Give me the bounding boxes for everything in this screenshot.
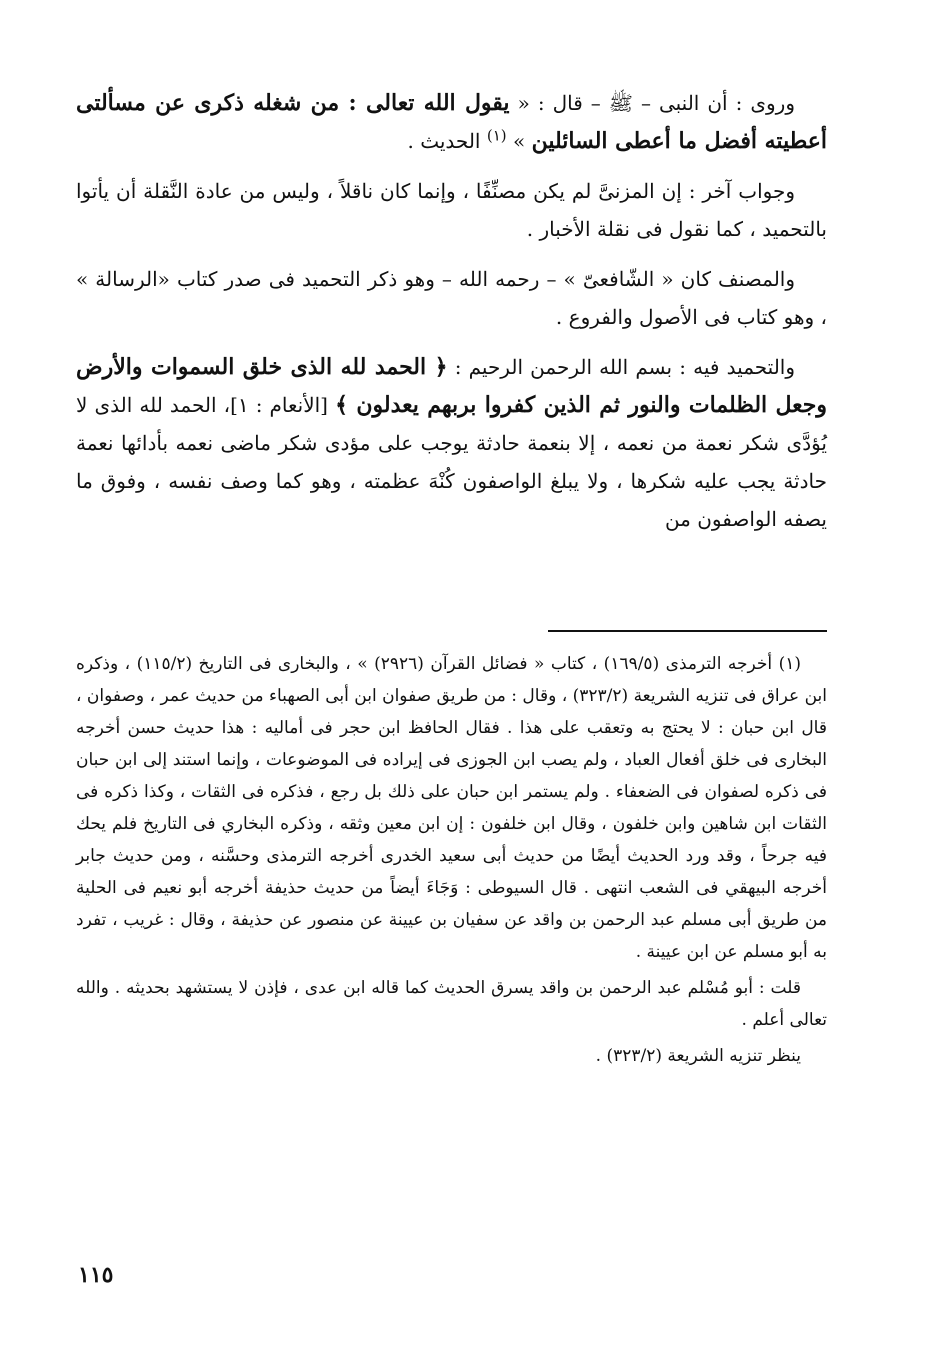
main-text xyxy=(76,84,827,550)
footnote-divider xyxy=(548,630,827,632)
tahmid-lead: والتحميد فيه : بسم الله الرحمن الرحيم : xyxy=(454,355,796,379)
hadith-quote: يقول الله تعالى : من شغله ذكرى عن مسألتى أعطيته أفضل ما أعطى السائلين xyxy=(76,90,827,154)
paragraph-tahmid xyxy=(76,348,827,538)
hadith-tail: الحديث . xyxy=(407,129,481,153)
paragraph-author: والمصنف كان « الشّافعىّ » – رحمه الله – وهو ذكر التحميد فى صدر كتاب «الرسالة » ، وهو كتاب فى الأصول والفروع . xyxy=(76,267,827,329)
paragraph-hadith xyxy=(76,84,827,160)
footnotes xyxy=(76,648,827,1076)
footnote-1: (١) أخرجه الترمذى (١٦٩/٥) ، كتاب « فضائل القرآن (٢٩٢٦) » ، والبخارى فى التاريخ (١١٥/٢) ، وذكره ابن عراق فى تنزيه الشريعة (٣٢٣/٢) ، وقال : من طريق صفوان ابن أبى الصهباء من حديث عمر ، وصفوان ، قال ابن حبان : لا يحتج به وتعقب على هذا . فقال الحافظ ابن حجر فى أماليه : هذا حديث حسن أخرجه البخارى فى خلق أفعال العباد ، ولم يصب ابن الجوزى فى إيراده فى الموضوعات ، وإنما استند إلى ابن حبان فى ذكره لصفوان فى الضعفاء . ولم يستمر ابن حبان على ذلك بل رجع ، فذكره فى الثقات ، وكذا ذكره فى الثقات ابن شاهين وابن خلفون ، وقال ابن خلفون : إن ابن معين وثقه ، وذكره البخاري فى التاريخ فلم يحك فيه جرحاً ، وقد ورد الحديث أيضًا من حديث أبى سعيد الخدرى أخرجه الترمذى وحسَّنه ، ومن حديث جابر أخرجه البيهقي فى الشعب انتهى . قال السيوطى : وَجَاءَ أيضاً من حديث حذيفة أخرجه أبو نعيم فى الحلية من طريق أبى مسلم عبد الرحمن بن واقد عن سفيان بن عيينة عن منصور عن حذيفة ، وقال : غريب ، تفرد به أبو مسلم عن ابن عيينة . xyxy=(76,654,827,962)
page-number: ١١٥ xyxy=(78,1262,114,1288)
footnote-comment: قلت : أبو مُسْلم عبد الرحمن بن واقد يسرق الحديث كما قاله ابن عدى ، فإذن لا يستشهد بحديثه . والله تعالى أعلم . xyxy=(76,978,827,1030)
footnote-ref: (١) xyxy=(486,126,507,145)
hadith-lead: وروى : أن النبى – ﷺ – قال : « xyxy=(517,91,795,115)
paragraph-another-answer: وجواب آخر : إن المزنىَّ لم يكن مصنِّفًا ، وإنما كان ناقلاً ، وليس من عادة النَّقلة أن يأتوا بالتحميد ، كما نقول فى نقلة الأخبار . xyxy=(76,179,827,241)
verse-citation: [الأنعام : ١]، xyxy=(223,393,328,417)
footnote-reference: ينظر تنزيه الشريعة (٣٢٣/٢) . xyxy=(595,1046,801,1066)
quran-verse: ﴿ الحمد لله الذى خلق السموات والأرض وجعل الظلمات والنور ثم الذين كفروا بربهم يعدلون ﴾ xyxy=(76,354,828,418)
hadith-close: » xyxy=(512,129,526,153)
tahmid-body: الحمد لله الذى لا يُؤدَّى شكر نعمة من نعمه ، إلا بنعمة حادثة يوجب على مؤدى شكر ماضى نعمه بأدائها نعمة حادثة يجب عليه شكرها ، ولا يبلغ الواصفون كُنْهَ عظمته ، وهو كما وصف نفسه ، وفوق ما يصفه الواصفون من xyxy=(76,393,827,531)
